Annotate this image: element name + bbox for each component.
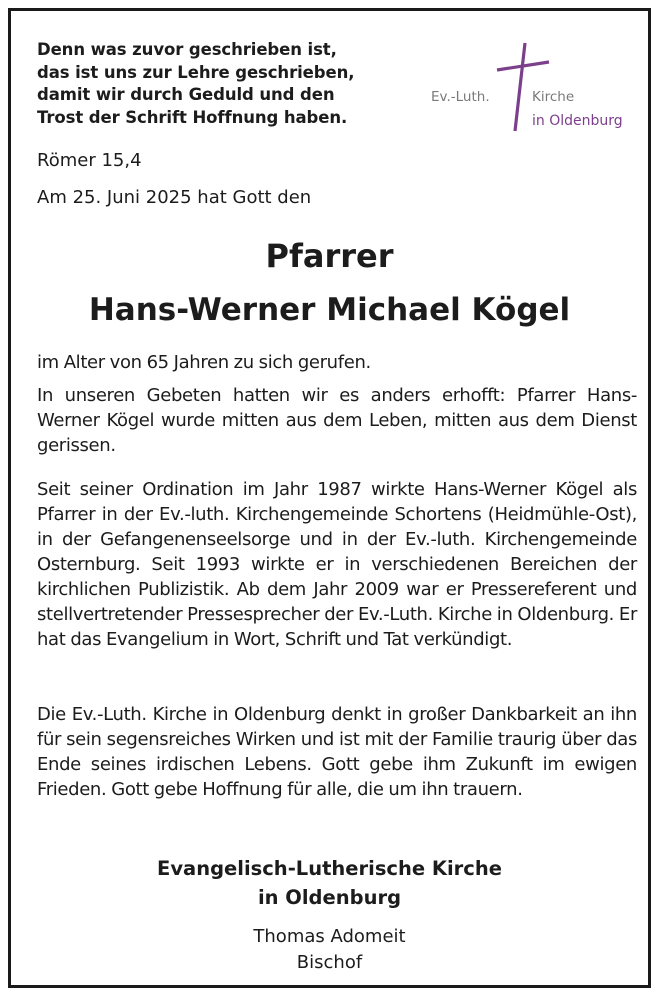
obituary-notice [8,8,651,988]
deceased-name: Hans-Werner Michael Kögel [88,292,571,328]
bible-verse [37,39,397,129]
signature-org-line: Evangelisch-Lutherische Kirche [157,857,502,880]
bible-verse-line: das ist uns zur Lehre geschrieben, [37,62,355,82]
bible-verse-reference: Römer 15,4 [37,150,142,171]
gratitude-paragraph: Die Ev.-Luth. Kirche in Oldenburg denkt in großer Dankbarkeit an ihn für sein segensreiches Wirken und ist mit der Familie traurig über das Ende seines irdischen Lebens. Gott gebe ihm Zukunft im ewigen Frieden. Gott gebe Hoffnung für alle, die um ihn trauern. [37,704,637,800]
signature-person [11,924,648,976]
deceased-title: Pfarrer [265,237,394,275]
career-paragraph: Seit seiner Ordination im Jahr 1987 wirkte Hans-Werner Kögel als Pfarrer in der Ev.-luth. Kirchengemeinde Schortens (Heidmühle-Ost), in der Gefangenenseelsorge und in der Ev.-luth. Kirchengemeinde Osternburg. Seit 1993 wirkte er in verschiedenen Bereichen der kirchlichen Publizistik. Ab dem Jahr 2009 war er Pressereferent und stellvertretender Pressesprecher der Ev.-Luth. Kirche in Oldenburg. Er hat das Evangelium in Wort, Schrift und Tat verkündigt. [37,479,637,650]
prayer-paragraph: In unseren Gebeten hatten wir es anders erhofft: Pfarrer Hans-Werner Kögel wurde mitten aus dem Leben, mitten aus dem Dienst gerissen. [37,385,637,456]
signature-name: Thomas Adomeit [253,926,406,947]
signature-organization [11,854,648,912]
logo-text-left: Ev.-Luth. [431,89,490,105]
logo-text-oldenburg: in Oldenburg [532,113,623,129]
bible-verse-line: Denn was zuvor geschrieben ist, [37,40,337,59]
bible-verse-line: Trost der Schrift Hoffnung haben. [37,107,348,127]
bible-verse-line: damit wir durch Geduld und den [37,85,335,104]
signature-org-line: in Oldenburg [257,886,402,909]
age-paragraph: im Alter von 65 Jahren zu sich gerufen. [37,352,371,373]
intro-text: Am 25. Juni 2025 hat Gott den [37,187,312,208]
church-logo [431,41,641,135]
logo-text-kirche: Kirche [532,89,575,105]
signature-role: Bischof [296,952,363,973]
